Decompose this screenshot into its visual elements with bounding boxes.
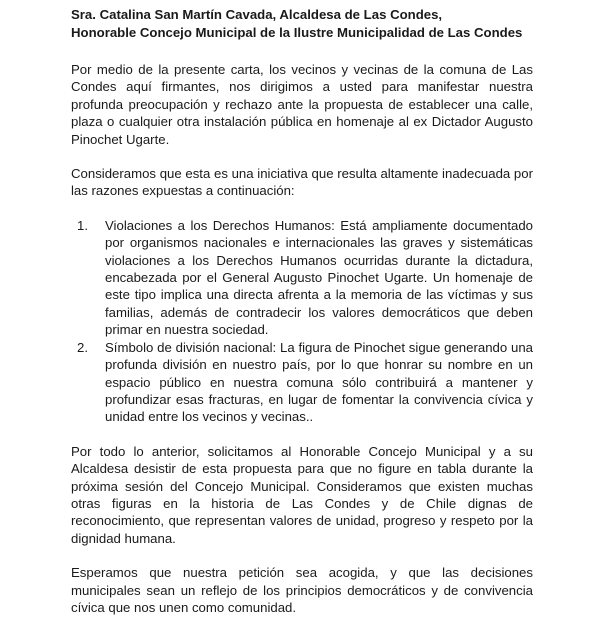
letter-recipient: [71, 6, 533, 42]
recipient-line-1: Sra. Catalina San Martín Cavada, Alcaldesa de Las Condes,: [71, 7, 443, 22]
recipient-line-2: Honorable Concejo Municipal de la Ilustre Municipalidad de Las Condes: [71, 25, 523, 40]
reason-number: 1.: [77, 217, 88, 233]
letter-page: [71, 6, 533, 633]
reason-item: [71, 217, 533, 339]
reasons-intro-paragraph: Consideramos que esta es una iniciativa que resulta altamente inadecuada por las razones expuestas a continuación:: [71, 166, 533, 199]
reason-text: Símbolo de división nacional: La figura de Pinochet sigue generando una profunda división en nuestro país, por lo que honrar su nombre en un espacio público en nuestra comuna sólo contribuirá a mantener y profundizar esas fracturas, en lugar de fomentar la convivencia cívica y unidad entre los vecinos y vecinas..: [105, 339, 533, 425]
reasons-list: [71, 217, 533, 426]
reason-number: 2.: [77, 339, 88, 355]
intro-paragraph: Por medio de la presente carta, los vecinos y vecinas de la comuna de Las Condes aquí firmantes, nos dirigimos a usted para manifestar nuestra profunda preocupación y rechazo ante la propuesta de establecer una calle, plaza o cualquier otra instalación pública en homenaje al ex Dictador Augusto Pinochet Ugarte.: [71, 62, 533, 147]
request-paragraph: Por todo lo anterior, solicitamos al Honorable Concejo Municipal y a su Alcaldesa desistir de esta propuesta para que no figure en tabla durante la próxima sesión del Concejo Municipal. Consideramos que existen muchas otras figuras en la historia de Las Condes y de Chile dignas de reconocimiento, que representan valores de unidad, progreso y respeto por la dignidad humana.: [71, 443, 533, 546]
reason-text: Violaciones a los Derechos Humanos: Está ampliamente documentado por organismos nacionales e internacionales las graves y sistemáticas violaciones a los Derechos Humanos ocurridas durante la dictadura, encabezada por el General Augusto Pinochet Ugarte. Un homenaje de este tipo implica una directa afrenta a la memoria de las víctimas y sus familias, además de contradecir los valores democráticos que deben primar en nuestra sociedad.: [105, 217, 533, 338]
closing-paragraph: Esperamos que nuestra petición sea acogida, y que las decisiones municipales sean un reflejo de los principios democráticos y de convivencia cívica que nos unen como comunidad.: [71, 565, 533, 615]
reason-item: [71, 339, 533, 426]
